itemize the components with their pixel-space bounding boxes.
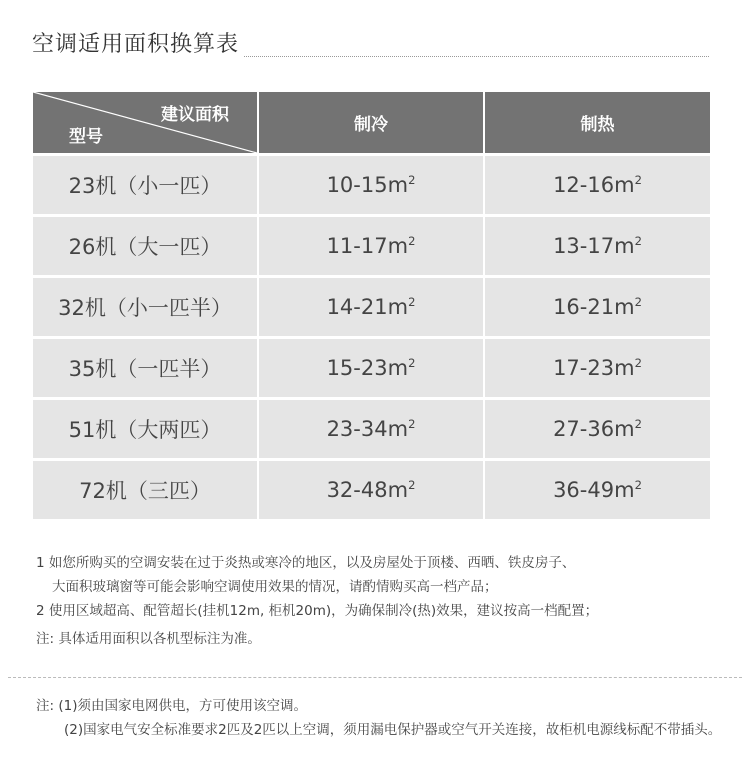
unit-superscript: 2: [408, 295, 416, 309]
unit-superscript: 2: [408, 417, 416, 431]
unit-superscript: 2: [408, 234, 416, 248]
cooling-cell-value: 11-17: [326, 234, 388, 258]
unit-superscript: 2: [408, 356, 416, 370]
corner-label-area: 建议面积: [161, 105, 229, 125]
cooling-cell: [258, 399, 484, 460]
cooling-cell: [258, 155, 484, 216]
model-cell: [33, 277, 258, 338]
dashed-separator: [8, 677, 742, 678]
model-cell: [33, 216, 258, 277]
unit-superscript: 2: [634, 295, 642, 309]
table-row: [33, 216, 710, 277]
area-table: [33, 92, 710, 519]
cooling-cell: [258, 460, 484, 520]
unit: m: [387, 173, 409, 197]
unit: m: [614, 478, 635, 502]
header-cooling: 制冷: [258, 92, 484, 155]
page-title: 空调适用面积换算表: [32, 30, 243, 60]
table-row: [33, 460, 710, 520]
table-row: [33, 277, 710, 338]
unit: m: [614, 234, 635, 258]
unit-superscript: 2: [634, 478, 642, 492]
title-row: [32, 30, 709, 60]
note-2: 2 使用区域超高、配管超长(挂机12m, 柜机20m)，为确保制冷(热)效果，建议按高一档配置；: [36, 603, 599, 619]
table-row: [33, 155, 710, 216]
model-cell-value: 26机（大一匹）: [68, 235, 222, 259]
corner-header: [33, 92, 258, 155]
table-header-row: [33, 92, 710, 155]
heating-cell-value: 16-21: [553, 295, 615, 319]
unit-superscript: 2: [634, 417, 642, 431]
footer-note-2: (2)国家电气安全标准要求2匹及2匹以上空调，须用漏电保护器或空气开关连接，故柜机电源线标配不带插头。: [64, 722, 722, 738]
table-row: [33, 399, 710, 460]
cooling-cell-value: 14-21: [326, 295, 388, 319]
model-cell-value: 23机（小一匹）: [68, 174, 222, 198]
header-heating: 制热: [484, 92, 710, 155]
model-cell-value: 72机（三匹）: [79, 479, 211, 503]
cooling-cell: [258, 277, 484, 338]
heating-cell: [484, 460, 710, 520]
footer-note-1: 注: (1)须由国家电网供电，方可使用该空调。: [36, 698, 307, 714]
model-cell-value: 32机（小一匹半）: [58, 296, 232, 320]
cooling-cell: [258, 216, 484, 277]
cooling-cell-value: 23-34: [326, 417, 388, 441]
unit: m: [387, 295, 409, 319]
model-cell: [33, 460, 258, 520]
heating-cell: [484, 277, 710, 338]
unit: m: [387, 417, 409, 441]
unit-superscript: 2: [408, 478, 416, 492]
unit-superscript: 2: [634, 173, 642, 187]
unit: m: [614, 417, 635, 441]
corner-label-model: 型号: [69, 127, 103, 147]
cooling-cell-value: 10-15: [326, 173, 388, 197]
heating-cell-value: 12-16: [553, 173, 615, 197]
note-3: 注: 具体适用面积以各机型标注为准。: [36, 631, 261, 647]
heating-cell-value: 17-23: [553, 356, 615, 380]
note-1a: 1 如您所购买的空调安装在过于炎热或寒冷的地区，以及房屋处于顶楼、西晒、铁皮房子、: [36, 555, 576, 571]
unit: m: [614, 295, 635, 319]
note-1b: 大面积玻璃窗等可能会影响空调使用效果的情况，请酌情购买高一档产品；: [52, 579, 498, 595]
unit: m: [614, 173, 635, 197]
cooling-cell-value: 32-48: [326, 478, 388, 502]
cooling-cell-value: 15-23: [326, 356, 388, 380]
model-cell: [33, 338, 258, 399]
heating-cell: [484, 216, 710, 277]
model-cell-value: 51机（大两匹）: [68, 418, 222, 442]
model-cell: [33, 399, 258, 460]
notes: [36, 551, 598, 651]
heating-cell: [484, 155, 710, 216]
heating-cell-value: 36-49: [553, 478, 615, 502]
footer-notes: [36, 694, 721, 742]
unit-superscript: 2: [634, 234, 642, 248]
cooling-cell: [258, 338, 484, 399]
heating-cell-value: 27-36: [553, 417, 615, 441]
unit: m: [387, 234, 409, 258]
heating-cell: [484, 338, 710, 399]
heating-cell-value: 13-17: [553, 234, 615, 258]
model-cell-value: 35机（一匹半）: [68, 357, 222, 381]
model-cell: [33, 155, 258, 216]
unit: m: [387, 356, 409, 380]
table-row: [33, 338, 710, 399]
unit-superscript: 2: [634, 356, 642, 370]
heating-cell: [484, 399, 710, 460]
unit-superscript: 2: [408, 173, 416, 187]
unit: m: [387, 478, 409, 502]
unit: m: [614, 356, 635, 380]
